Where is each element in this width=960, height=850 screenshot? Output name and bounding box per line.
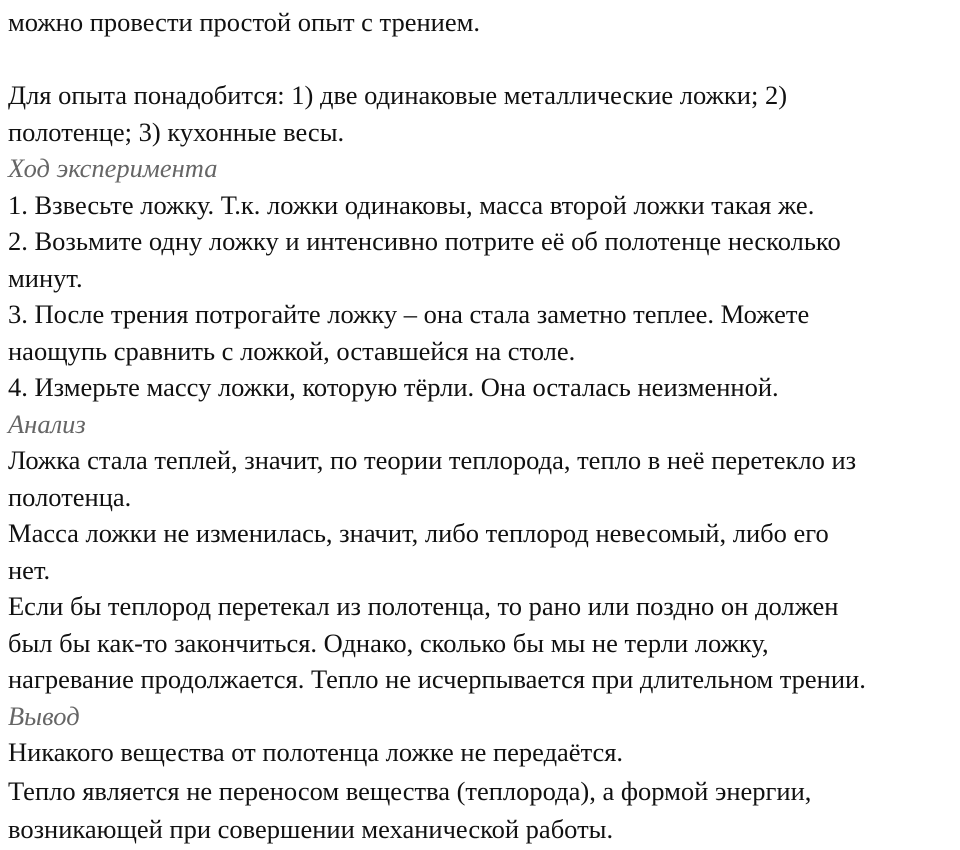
step-1: 1. Взвесьте ложку. Т.к. ложки одинаковы, масса второй ложки такая же. xyxy=(8,189,815,220)
step-2-line-2: минут. xyxy=(8,262,83,293)
step-4: 4. Измерьте массу ложки, которую тёрли. Она осталась неизменной. xyxy=(8,372,779,402)
analysis-line-2: полотенца. xyxy=(8,481,132,512)
intro-line: можно провести простой опыт с трением. xyxy=(8,7,480,37)
materials-line-2: полотенце; 3) кухонные весы. xyxy=(8,116,345,147)
section-heading-analysis: Анализ xyxy=(8,408,86,439)
step-2-line-1: 2. Возьмите одну ложку и интенсивно потрите её об полотенце несколько xyxy=(8,226,841,256)
document-page xyxy=(8,4,952,848)
analysis-line-3: Масса ложки не изменилась, значит, либо теплород невесомый, либо его xyxy=(8,518,829,548)
materials-line-1: Для опыта понадобится: 1) две одинаковые металлические ложки; 2) xyxy=(8,80,788,110)
section-heading-conclusion: Вывод xyxy=(8,700,80,731)
conclusion-line-2: Тепло является не переносом вещества (теплорода), а формой энергии, xyxy=(8,775,812,806)
analysis-line-7: нагревание продолжается. Тепло не исчерпывается при длительном трении. xyxy=(8,664,866,694)
blank-line xyxy=(8,41,952,78)
step-3-line-1: 3. После трения потрогайте ложку – она стала заметно теплее. Можете xyxy=(8,299,810,329)
conclusion-line-3: возникающей при совершении механической работы. xyxy=(8,814,614,844)
step-3-line-2: наощупь сравнить с ложкой, оставшейся на столе. xyxy=(8,335,576,366)
analysis-line-5: Если бы теплород перетекал из полотенца, то рано или поздно он должен xyxy=(8,591,839,621)
conclusion-line-1: Никакого вещества от полотенца ложке не передаётся. xyxy=(8,737,624,767)
analysis-line-6: был бы как-то закончиться. Однако, сколько бы мы не терли ложку, xyxy=(8,627,769,658)
section-heading-experiment: Ход эксперимента xyxy=(8,153,218,183)
analysis-line-1: Ложка стала теплей, значит, по теории теплорода, тепло в неё перетекло из xyxy=(8,445,857,475)
analysis-line-4: нет. xyxy=(8,554,51,585)
